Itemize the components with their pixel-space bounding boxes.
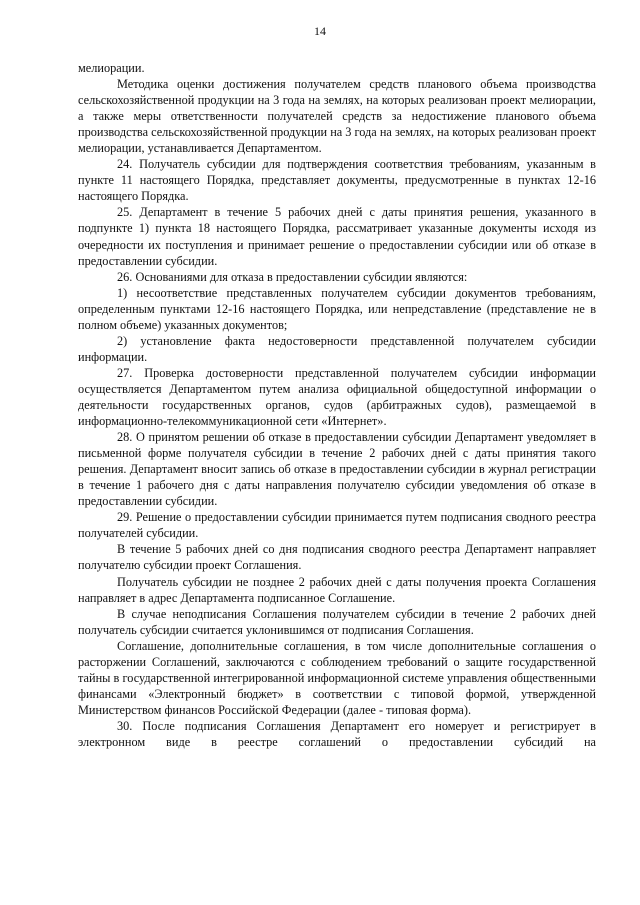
paragraph: Получатель субсидии не позднее 2 рабочих дней с даты получения проекта Соглашения направляет в адрес Департамента подписанное Соглашение.	[78, 574, 596, 605]
paragraph: В случае неподписания Соглашения получателем субсидии в течение 2 рабочих дней получатель субсидии считается уклонившимся от подписания Соглашения.	[78, 606, 596, 637]
paragraph: Соглашение, дополнительные соглашения, в том числе дополнительные соглашения о расторжении Соглашений, заключаются с соблюдением требований о защите государственной тайны в государственной интегрированной информационной системе управления общественными финансами «Электронный бюджет» в соответствии с типовой формой, утвержденной Министерством финансов Российской Федерации (далее - типовая форма).	[78, 638, 596, 717]
page-number: 14	[314, 24, 326, 38]
paragraph: 28. О принятом решении об отказе в предоставлении субсидии Департамент уведомляет в письменной форме получателя субсидии в течение 2 рабочих дней с даты принятия такого решения. Департамент вносит запись об отказе в предоставлении субсидии в журнал регистрации в течение 1 рабочего дня с даты направления получателю субсидии уведомления об отказе в предоставлении субсидии.	[78, 430, 596, 509]
paragraph: В течение 5 рабочих дней со дня подписания сводного реестра Департамент направляет получателю субсидии проект Соглашения.	[78, 542, 596, 573]
paragraph: 30. После подписания Соглашения Департамент его номерует и регистрирует в электронном виде в реестре соглашений о предоставлении субсидий на	[78, 718, 596, 749]
paragraph: мелиорации.	[78, 61, 145, 75]
paragraph: 2) установление факта недостоверности представленной получателем субсидии информации.	[78, 333, 596, 364]
paragraph: Методика оценки достижения получателем средств планового объема производства сельскохозяйственной продукции на 3 года на землях, на которых реализован проект мелиорации, а также меры ответственности получателей средств за недостижение планового объема производства сельскохозяйственной продукции на 3 года на землях, на которых реализован проект мелиорации, устанавливается Департаментом.	[78, 77, 596, 156]
paragraph: 25. Департамент в течение 5 рабочих дней с даты принятия решения, указанного в подпункте 1) пункта 18 настоящего Порядка, рассматривает указанные документы исходя из очередности их поступления и принимает решение о предоставлении субсидии или об отказе в предоставлении субсидии.	[78, 205, 596, 268]
paragraph: 27. Проверка достоверности представленной получателем субсидии информации осуществляется Департаментом путем анализа официальной общедоступной информации о деятельности государственных органов, судов (арбитражных судов), размещаемой в информационно-телекоммуникационной сети «Интернет».	[78, 365, 596, 429]
document-body	[78, 60, 596, 750]
paragraph: 26. Основаниями для отказа в предоставлении субсидии являются:	[117, 269, 468, 284]
paragraph: 29. Решение о предоставлении субсидии принимается путем подписания сводного реестра получателей субсидии.	[78, 510, 596, 541]
paragraph: 1) несоответствие представленных получателем субсидии документов требованиям, определенным пунктами 12-16 настоящего Порядка, или непредставление (представление не в полном объеме) указанных документов;	[78, 285, 596, 332]
paragraph: 24. Получатель субсидии для подтверждения соответствия требованиям, указанным в пункте 11 настоящего Порядка, представляет документы, предусмотренные в пунктах 12-16 настоящего Порядка.	[78, 157, 596, 204]
